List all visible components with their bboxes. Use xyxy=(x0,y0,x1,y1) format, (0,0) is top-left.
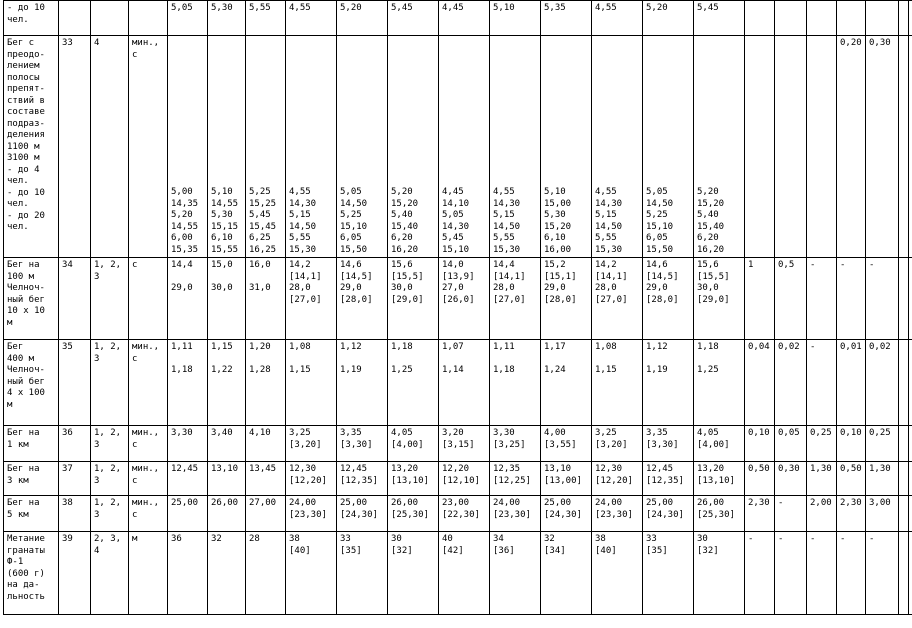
table-cell: 2,00 xyxy=(807,496,837,532)
table-cell: 14,0 [13,9] 27,0 [26,0] xyxy=(439,258,490,340)
table-cell: мин., с xyxy=(129,462,168,496)
table-cell: 0,25 xyxy=(866,426,899,462)
table-cell: 3,30 [3,25] xyxy=(490,426,541,462)
table-cell: 5,05 xyxy=(168,1,208,36)
table-cell: 13,45 xyxy=(246,462,286,496)
table-cell xyxy=(866,1,899,36)
table-cell: 38 [40] xyxy=(592,532,643,615)
table-cell: 24,00 [23,30] xyxy=(592,496,643,532)
table-cell: 26,00 [25,30] xyxy=(388,496,439,532)
table-cell: с xyxy=(129,258,168,340)
table-cell: 12,30 [12,20] xyxy=(286,462,337,496)
table-cell: 14,2 [14,1] 28,0 [27,0] xyxy=(286,258,337,340)
table-cell: 13,20 [13,10] xyxy=(694,462,745,496)
table-cell xyxy=(899,496,909,532)
table-cell: 4,05 [4,00] xyxy=(694,426,745,462)
table-cell: 12,35 [12,25] xyxy=(490,462,541,496)
table-cell: 40 [42] xyxy=(439,532,490,615)
table-cell: 1,30 xyxy=(807,462,837,496)
table-cell: 3,40 xyxy=(208,426,246,462)
table-cell xyxy=(909,36,912,258)
table-cell xyxy=(775,36,807,258)
table-cell: 5,00 14,35 5,20 14,55 6,00 15,35 xyxy=(168,36,208,258)
table-row xyxy=(4,1,912,36)
table-cell: 0,50 xyxy=(837,462,866,496)
table-cell: 5,10 xyxy=(490,1,541,36)
table-cell xyxy=(909,258,912,340)
table-cell: 1,08 1,15 xyxy=(286,340,337,426)
table-cell xyxy=(91,1,129,36)
table-cell: 3,00 xyxy=(866,496,899,532)
table-cell: 0,01 xyxy=(837,340,866,426)
table-cell: 4,10 xyxy=(246,426,286,462)
table-cell: 3,30 xyxy=(168,426,208,462)
table-cell xyxy=(807,36,837,258)
table-cell: 13,20 [13,10] xyxy=(388,462,439,496)
table-cell xyxy=(909,532,912,615)
table-cell xyxy=(807,1,837,36)
table-cell: 0,02 xyxy=(775,340,807,426)
table-cell: 1,11 1,18 xyxy=(168,340,208,426)
table-cell: 2,30 xyxy=(745,496,775,532)
table-cell: 0,10 xyxy=(837,426,866,462)
table-cell: 12,45 [12,35] xyxy=(643,462,694,496)
table-cell: 1,11 1,18 xyxy=(490,340,541,426)
table-cell: 33 [35] xyxy=(643,532,694,615)
table-cell: 4,00 [3,55] xyxy=(541,426,592,462)
table-cell: 26,00 xyxy=(208,496,246,532)
table-cell: 1,20 1,28 xyxy=(246,340,286,426)
table-cell: 5,10 15,00 5,30 15,20 6,10 16,00 xyxy=(541,36,592,258)
exercise-name-cell: Бег на 1 км xyxy=(4,426,59,462)
table-cell xyxy=(899,426,909,462)
table-cell: 1,30 xyxy=(866,462,899,496)
table-cell: 30 [32] xyxy=(388,532,439,615)
table-cell: 1, 2, 3 xyxy=(91,462,129,496)
table-cell xyxy=(775,1,807,36)
table-cell: 30 [32] xyxy=(694,532,745,615)
table-cell: 1, 2, 3 xyxy=(91,340,129,426)
table-cell: 15,2 [15,1] 29,0 [28,0] xyxy=(541,258,592,340)
table-cell: м xyxy=(129,532,168,615)
table-cell: 14,6 [14,5] 29,0 [28,0] xyxy=(643,258,694,340)
exercise-name-cell: Бег на 5 км xyxy=(4,496,59,532)
table-cell: 5,35 xyxy=(541,1,592,36)
table-cell: 1, 2, 3 xyxy=(91,258,129,340)
table-cell: 0,25 xyxy=(807,426,837,462)
table-cell: 3,20 [3,15] xyxy=(439,426,490,462)
table-cell: - xyxy=(775,496,807,532)
table-cell: 26,00 [25,30] xyxy=(694,496,745,532)
table-cell: 1, 2, 3 xyxy=(91,496,129,532)
table-cell: 1,15 1,22 xyxy=(208,340,246,426)
table-cell: 38 [40] xyxy=(286,532,337,615)
table-cell: 0,02 xyxy=(866,340,899,426)
table-cell: 1,18 1,25 xyxy=(694,340,745,426)
table-cell: 28 xyxy=(246,532,286,615)
table-cell: 0,04 xyxy=(745,340,775,426)
table-cell: 5,20 15,20 5,40 15,40 6,20 16,20 xyxy=(388,36,439,258)
table-cell xyxy=(899,532,909,615)
table-cell: 38 xyxy=(59,496,91,532)
table-cell xyxy=(909,426,912,462)
table-cell: 1 xyxy=(745,258,775,340)
table-cell: мин., с xyxy=(129,496,168,532)
table-cell: 33 [35] xyxy=(337,532,388,615)
table-cell: 4,05 [4,00] xyxy=(388,426,439,462)
table-cell: 1, 2, 3 xyxy=(91,426,129,462)
table-cell: 5,20 xyxy=(337,1,388,36)
table-cell: 12,30 [12,20] xyxy=(592,462,643,496)
table-cell: 3,25 [3,20] xyxy=(286,426,337,462)
table-cell: 37 xyxy=(59,462,91,496)
table-cell: 3,25 [3,20] xyxy=(592,426,643,462)
table-cell xyxy=(59,1,91,36)
table-cell: 5,05 14,50 5,25 15,10 6,05 15,50 xyxy=(643,36,694,258)
table-cell: 35 xyxy=(59,340,91,426)
table-cell xyxy=(745,36,775,258)
table-cell: 5,30 xyxy=(208,1,246,36)
table-cell: 2, 3, 4 xyxy=(91,532,129,615)
table-cell: - xyxy=(775,532,807,615)
table-cell: 25,00 [24,30] xyxy=(541,496,592,532)
table-cell: - xyxy=(837,258,866,340)
table-cell: 5,10 14,55 5,30 15,15 6,10 15,55 xyxy=(208,36,246,258)
table-cell: 36 xyxy=(168,532,208,615)
table-cell: 4,55 xyxy=(286,1,337,36)
table-cell: - xyxy=(807,258,837,340)
table-cell: 1,07 1,14 xyxy=(439,340,490,426)
exercise-name-cell: Бег на 3 км xyxy=(4,462,59,496)
table-cell xyxy=(899,36,909,258)
table-cell: 12,20 [12,10] xyxy=(439,462,490,496)
table-row xyxy=(4,462,912,496)
table-cell xyxy=(899,258,909,340)
table-cell: 4,55 14,30 5,15 14,50 5,55 15,30 xyxy=(286,36,337,258)
table-cell: 5,45 xyxy=(694,1,745,36)
table-cell: 12,45 xyxy=(168,462,208,496)
table-cell: - xyxy=(807,532,837,615)
table-cell: мин., с xyxy=(129,36,168,258)
table-cell: 5,20 15,20 5,40 15,40 6,20 16,20 xyxy=(694,36,745,258)
table-cell: 14,2 [14,1] 28,0 [27,0] xyxy=(592,258,643,340)
table-cell xyxy=(909,496,912,532)
table-cell xyxy=(899,340,909,426)
table-cell: 3,35 [3,30] xyxy=(643,426,694,462)
table-cell: 24,00 [23,30] xyxy=(490,496,541,532)
table-cell: 39 xyxy=(59,532,91,615)
table-cell: - xyxy=(866,532,899,615)
table-cell: 4,45 14,10 5,05 14,30 5,45 15,10 xyxy=(439,36,490,258)
table-cell: 15,0 30,0 xyxy=(208,258,246,340)
table-cell: 5,45 xyxy=(388,1,439,36)
table-cell: 1,12 1,19 xyxy=(337,340,388,426)
table-cell: 36 xyxy=(59,426,91,462)
table-row xyxy=(4,258,912,340)
table-cell xyxy=(129,1,168,36)
table-cell: 33 xyxy=(59,36,91,258)
table-cell: 1,17 1,24 xyxy=(541,340,592,426)
table-row xyxy=(4,340,912,426)
table-cell: 27,00 xyxy=(246,496,286,532)
table-cell: 4 xyxy=(91,36,129,258)
table-cell: 24,00 [23,30] xyxy=(286,496,337,532)
table-cell: 0,20 xyxy=(837,36,866,258)
exercise-name-cell: Метание гранаты Ф-1 (600 г) на да- льность xyxy=(4,532,59,615)
table-cell: 0,5 xyxy=(775,258,807,340)
table-cell: 15,6 [15,5] 30,0 [29,0] xyxy=(694,258,745,340)
table-cell: 25,00 [24,30] xyxy=(643,496,694,532)
table-cell: мин., с xyxy=(129,426,168,462)
table-cell: 0,30 xyxy=(866,36,899,258)
table-cell: - xyxy=(807,340,837,426)
table-cell: 16,0 31,0 xyxy=(246,258,286,340)
table-cell: 5,20 xyxy=(643,1,694,36)
table-cell: 1,12 1,19 xyxy=(643,340,694,426)
table-cell: 25,00 [24,30] xyxy=(337,496,388,532)
table-cell: - xyxy=(745,532,775,615)
table-cell: 0,10 xyxy=(745,426,775,462)
table-cell xyxy=(837,1,866,36)
table-cell: 14,4 29,0 xyxy=(168,258,208,340)
table-cell: 1,18 1,25 xyxy=(388,340,439,426)
table-cell: 5,25 15,25 5,45 15,45 6,25 16,25 xyxy=(246,36,286,258)
table-cell: 13,10 xyxy=(208,462,246,496)
table-cell: 25,00 xyxy=(168,496,208,532)
table-cell: - xyxy=(837,532,866,615)
table-row xyxy=(4,496,912,532)
table-cell: 5,55 xyxy=(246,1,286,36)
table-cell xyxy=(745,1,775,36)
exercise-name-cell: Бег 400 м Челноч- ный бег 4 х 100 м xyxy=(4,340,59,426)
table-cell: 23,00 [22,30] xyxy=(439,496,490,532)
table-cell: 4,45 xyxy=(439,1,490,36)
table-cell xyxy=(909,462,912,496)
table-cell: 3,35 [3,30] xyxy=(337,426,388,462)
table-cell: 0,30 xyxy=(775,462,807,496)
table-cell: 32 [34] xyxy=(541,532,592,615)
table-cell: 2,30 xyxy=(837,496,866,532)
table-cell xyxy=(899,462,909,496)
table-cell: 15,6 [15,5] 30,0 [29,0] xyxy=(388,258,439,340)
table-cell: 5,05 14,50 5,25 15,10 6,05 15,50 xyxy=(337,36,388,258)
table-cell: - xyxy=(866,258,899,340)
table-cell xyxy=(909,1,912,36)
table-cell: 13,10 [13,00] xyxy=(541,462,592,496)
table-cell: 4,55 14,30 5,15 14,50 5,55 15,30 xyxy=(592,36,643,258)
table-cell xyxy=(909,340,912,426)
table-cell: 0,05 xyxy=(775,426,807,462)
table-cell: 34 [36] xyxy=(490,532,541,615)
table-row xyxy=(4,36,912,258)
exercise-name-cell: Бег с преодо- лением полосы препят- ствий в составе подраз- деления 1100 м 3100 м - до 4 чел. - до 10 чел. - до 20 чел. xyxy=(4,36,59,258)
table-cell: 14,4 [14,1] 28,0 [27,0] xyxy=(490,258,541,340)
table-cell: 14,6 [14,5] 29,0 [28,0] xyxy=(337,258,388,340)
table-cell: 34 xyxy=(59,258,91,340)
table-row xyxy=(4,426,912,462)
table-cell: 0,50 xyxy=(745,462,775,496)
table-cell: 12,45 [12,35] xyxy=(337,462,388,496)
exercise-name-cell: Бег на 100 м Челноч- ный бег 10 х 10 м xyxy=(4,258,59,340)
table-cell: мин., с xyxy=(129,340,168,426)
table-cell xyxy=(899,1,909,36)
table-cell: 4,55 14,30 5,15 14,50 5,55 15,30 xyxy=(490,36,541,258)
exercise-name-cell: - до 10 чел. xyxy=(4,1,59,36)
table-cell: 1,08 1,15 xyxy=(592,340,643,426)
table-cell: 4,55 xyxy=(592,1,643,36)
table-row xyxy=(4,532,912,615)
table-cell: 32 xyxy=(208,532,246,615)
standards-table xyxy=(3,0,912,615)
